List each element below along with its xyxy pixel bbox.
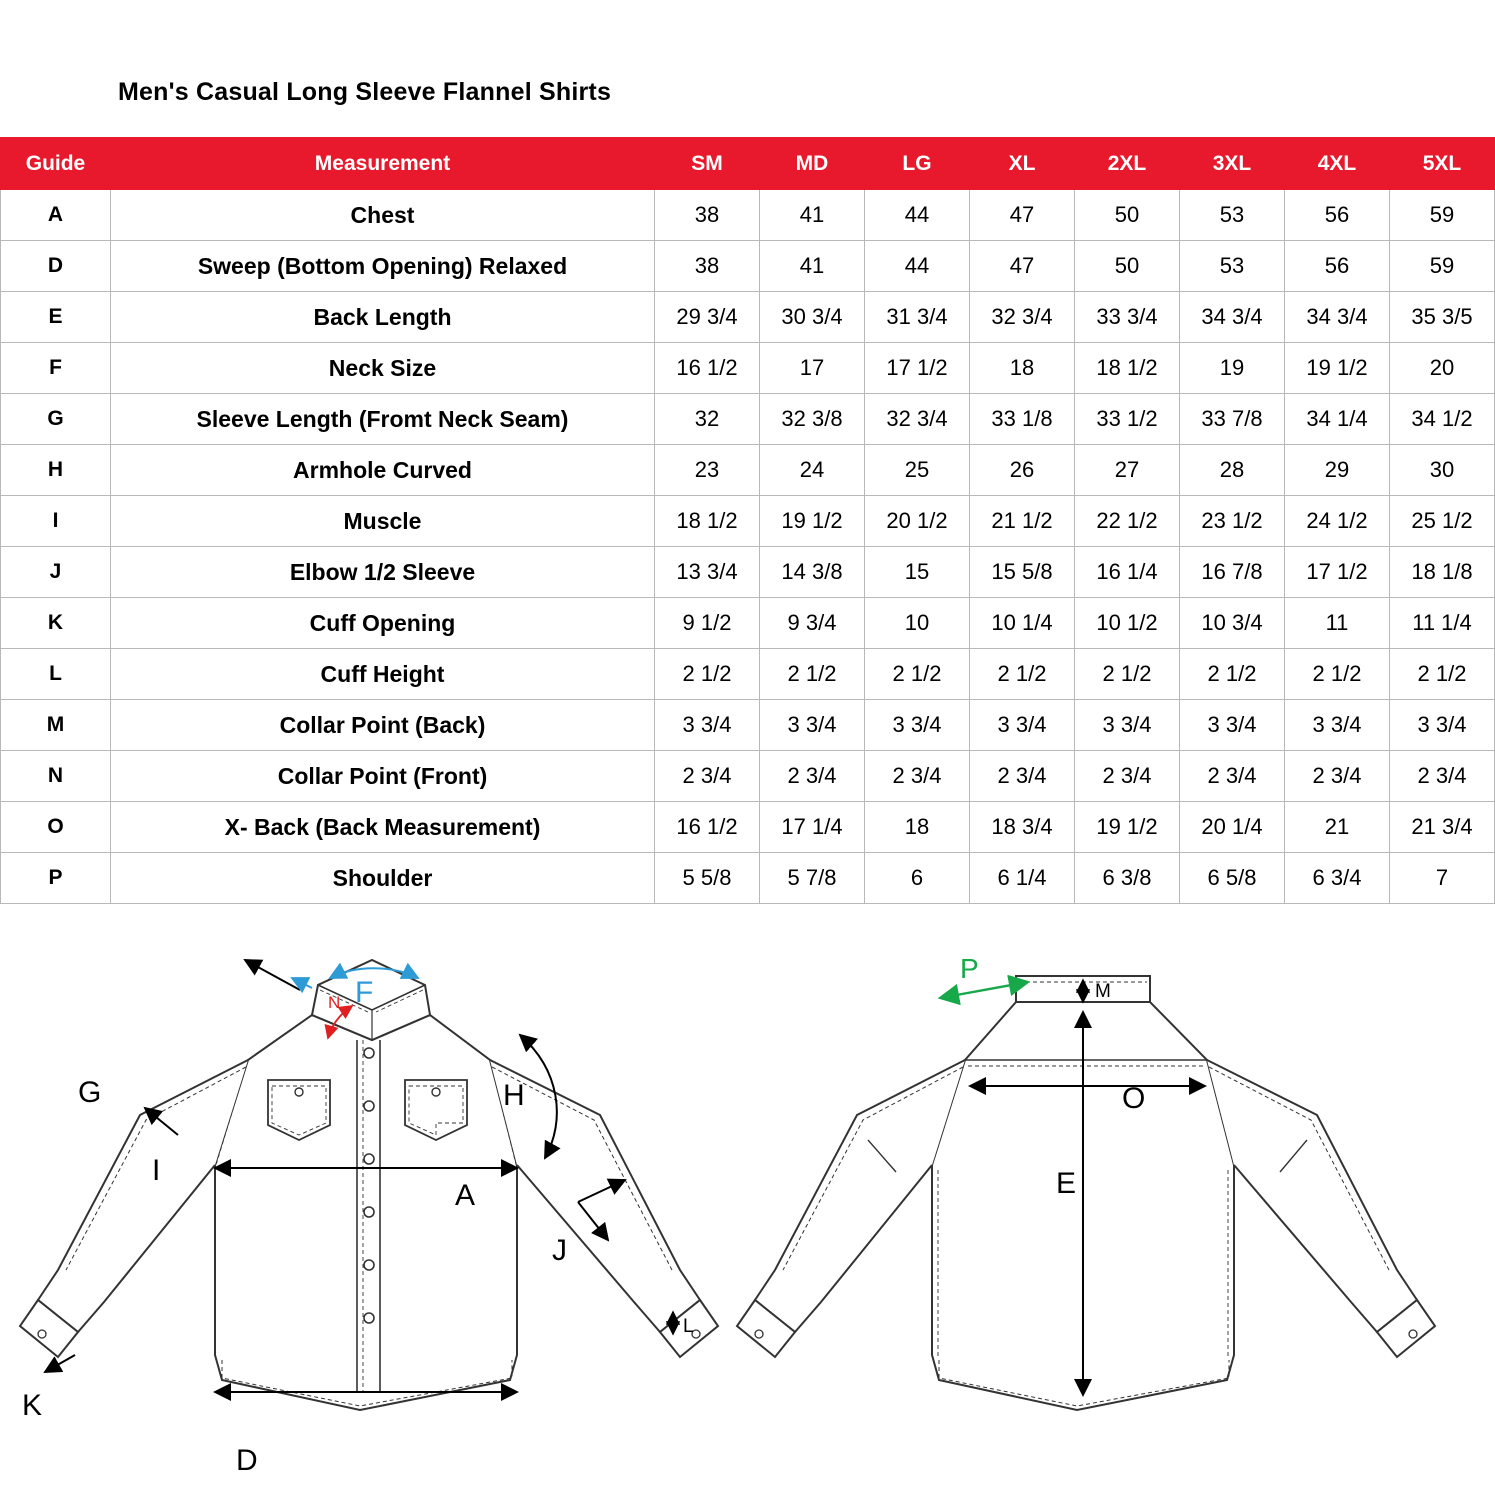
cell-sm: 2 1/2 bbox=[655, 649, 760, 700]
label-H: H bbox=[503, 1079, 525, 1112]
cell-4xl: 19 1/2 bbox=[1285, 343, 1390, 394]
cell-xl: 18 3/4 bbox=[970, 802, 1075, 853]
cell-md: 9 3/4 bbox=[760, 598, 865, 649]
row-guide: N bbox=[1, 751, 111, 802]
cell-sm: 2 3/4 bbox=[655, 751, 760, 802]
row-measurement: Collar Point (Front) bbox=[111, 751, 655, 802]
cell-3xl: 23 1/2 bbox=[1180, 496, 1285, 547]
cell-md: 2 3/4 bbox=[760, 751, 865, 802]
label-J: J bbox=[552, 1234, 567, 1267]
cell-2xl: 33 3/4 bbox=[1075, 292, 1180, 343]
cell-4xl: 56 bbox=[1285, 190, 1390, 241]
column-header-sm: SM bbox=[655, 138, 760, 190]
cell-5xl: 25 1/2 bbox=[1390, 496, 1495, 547]
cell-lg: 6 bbox=[865, 853, 970, 904]
cell-4xl: 6 3/4 bbox=[1285, 853, 1390, 904]
cell-2xl: 3 3/4 bbox=[1075, 700, 1180, 751]
cell-4xl: 17 1/2 bbox=[1285, 547, 1390, 598]
cell-3xl: 2 3/4 bbox=[1180, 751, 1285, 802]
table-row bbox=[1, 700, 1495, 751]
cell-5xl: 2 3/4 bbox=[1390, 751, 1495, 802]
cell-2xl: 18 1/2 bbox=[1075, 343, 1180, 394]
table-header-row bbox=[1, 138, 1495, 190]
cell-md: 2 1/2 bbox=[760, 649, 865, 700]
size-chart-table bbox=[0, 137, 1495, 904]
cell-lg: 44 bbox=[865, 241, 970, 292]
cell-2xl: 50 bbox=[1075, 241, 1180, 292]
column-header-2xl: 2XL bbox=[1075, 138, 1180, 190]
cell-xl: 47 bbox=[970, 190, 1075, 241]
row-guide: F bbox=[1, 343, 111, 394]
row-measurement: Sweep (Bottom Opening) Relaxed bbox=[111, 241, 655, 292]
cell-3xl: 33 7/8 bbox=[1180, 394, 1285, 445]
table-row bbox=[1, 496, 1495, 547]
back-view-shirt bbox=[737, 976, 1435, 1410]
cell-2xl: 16 1/4 bbox=[1075, 547, 1180, 598]
cell-sm: 29 3/4 bbox=[655, 292, 760, 343]
cell-4xl: 11 bbox=[1285, 598, 1390, 649]
cell-xl: 26 bbox=[970, 445, 1075, 496]
label-G: G bbox=[78, 1076, 102, 1109]
cell-sm: 16 1/2 bbox=[655, 802, 760, 853]
cell-xl: 6 1/4 bbox=[970, 853, 1075, 904]
cell-5xl: 21 3/4 bbox=[1390, 802, 1495, 853]
cell-lg: 2 1/2 bbox=[865, 649, 970, 700]
table-row bbox=[1, 190, 1495, 241]
label-P: P bbox=[960, 953, 979, 984]
cell-5xl: 34 1/2 bbox=[1390, 394, 1495, 445]
table-row bbox=[1, 751, 1495, 802]
cell-3xl: 10 3/4 bbox=[1180, 598, 1285, 649]
table-row bbox=[1, 394, 1495, 445]
cell-3xl: 3 3/4 bbox=[1180, 700, 1285, 751]
row-guide: L bbox=[1, 649, 111, 700]
row-guide: A bbox=[1, 190, 111, 241]
cell-3xl: 20 1/4 bbox=[1180, 802, 1285, 853]
cell-md: 14 3/8 bbox=[760, 547, 865, 598]
label-L: L bbox=[683, 1316, 694, 1337]
cell-xl: 47 bbox=[970, 241, 1075, 292]
cell-md: 3 3/4 bbox=[760, 700, 865, 751]
cell-3xl: 53 bbox=[1180, 190, 1285, 241]
cell-3xl: 28 bbox=[1180, 445, 1285, 496]
label-A: A bbox=[455, 1179, 476, 1212]
cell-xl: 15 5/8 bbox=[970, 547, 1075, 598]
cell-lg: 17 1/2 bbox=[865, 343, 970, 394]
cell-lg: 25 bbox=[865, 445, 970, 496]
row-measurement: Sleeve Length (Fromt Neck Seam) bbox=[111, 394, 655, 445]
table-row bbox=[1, 853, 1495, 904]
cell-2xl: 2 1/2 bbox=[1075, 649, 1180, 700]
row-measurement: Collar Point (Back) bbox=[111, 700, 655, 751]
table-row bbox=[1, 292, 1495, 343]
cell-lg: 15 bbox=[865, 547, 970, 598]
cell-5xl: 2 1/2 bbox=[1390, 649, 1495, 700]
cell-md: 30 3/4 bbox=[760, 292, 865, 343]
cell-lg: 10 bbox=[865, 598, 970, 649]
label-I: I bbox=[152, 1154, 161, 1187]
row-measurement: Shoulder bbox=[111, 853, 655, 904]
cell-2xl: 50 bbox=[1075, 190, 1180, 241]
column-header-5xl: 5XL bbox=[1390, 138, 1495, 190]
cell-2xl: 33 1/2 bbox=[1075, 394, 1180, 445]
cell-sm: 5 5/8 bbox=[655, 853, 760, 904]
cell-4xl: 34 3/4 bbox=[1285, 292, 1390, 343]
cell-lg: 44 bbox=[865, 190, 970, 241]
row-measurement: Armhole Curved bbox=[111, 445, 655, 496]
cell-md: 19 1/2 bbox=[760, 496, 865, 547]
cell-3xl: 6 5/8 bbox=[1180, 853, 1285, 904]
cell-sm: 16 1/2 bbox=[655, 343, 760, 394]
row-guide: P bbox=[1, 853, 111, 904]
row-measurement: Cuff Opening bbox=[111, 598, 655, 649]
arrow-shoulder bbox=[940, 982, 1028, 998]
cell-5xl: 18 1/8 bbox=[1390, 547, 1495, 598]
cell-md: 17 1/4 bbox=[760, 802, 865, 853]
cell-xl: 21 1/2 bbox=[970, 496, 1075, 547]
row-guide: H bbox=[1, 445, 111, 496]
label-D: D bbox=[236, 1444, 258, 1477]
column-header-guide: Guide bbox=[1, 138, 111, 190]
cell-sm: 38 bbox=[655, 241, 760, 292]
row-guide: M bbox=[1, 700, 111, 751]
page-title: Men's Casual Long Sleeve Flannel Shirts bbox=[118, 78, 612, 106]
cell-xl: 2 1/2 bbox=[970, 649, 1075, 700]
cell-md: 41 bbox=[760, 190, 865, 241]
cell-sm: 13 3/4 bbox=[655, 547, 760, 598]
column-header-measurement: Measurement bbox=[111, 138, 655, 190]
cell-3xl: 53 bbox=[1180, 241, 1285, 292]
arrow-shoulder-point bbox=[245, 960, 300, 990]
table-row bbox=[1, 241, 1495, 292]
label-M: M bbox=[1095, 981, 1111, 1002]
cell-lg: 31 3/4 bbox=[865, 292, 970, 343]
table-row bbox=[1, 598, 1495, 649]
label-E: E bbox=[1056, 1167, 1077, 1200]
row-guide: D bbox=[1, 241, 111, 292]
label-K: K bbox=[22, 1389, 43, 1422]
cell-lg: 3 3/4 bbox=[865, 700, 970, 751]
cell-xl: 18 bbox=[970, 343, 1075, 394]
shirt-diagram-svg bbox=[0, 940, 1495, 1495]
cell-sm: 32 bbox=[655, 394, 760, 445]
cell-2xl: 2 3/4 bbox=[1075, 751, 1180, 802]
row-measurement: Cuff Height bbox=[111, 649, 655, 700]
row-measurement: Muscle bbox=[111, 496, 655, 547]
cell-4xl: 56 bbox=[1285, 241, 1390, 292]
cell-lg: 2 3/4 bbox=[865, 751, 970, 802]
label-N: N bbox=[328, 993, 341, 1012]
cell-sm: 23 bbox=[655, 445, 760, 496]
cell-4xl: 29 bbox=[1285, 445, 1390, 496]
cell-5xl: 20 bbox=[1390, 343, 1495, 394]
column-header-xl: XL bbox=[970, 138, 1075, 190]
row-guide: I bbox=[1, 496, 111, 547]
cell-2xl: 19 1/2 bbox=[1075, 802, 1180, 853]
cell-md: 24 bbox=[760, 445, 865, 496]
row-guide: O bbox=[1, 802, 111, 853]
cell-4xl: 3 3/4 bbox=[1285, 700, 1390, 751]
cell-4xl: 34 1/4 bbox=[1285, 394, 1390, 445]
cell-5xl: 7 bbox=[1390, 853, 1495, 904]
column-header-md: MD bbox=[760, 138, 865, 190]
cell-xl: 3 3/4 bbox=[970, 700, 1075, 751]
row-measurement: Elbow 1/2 Sleeve bbox=[111, 547, 655, 598]
table-row bbox=[1, 547, 1495, 598]
cell-lg: 18 bbox=[865, 802, 970, 853]
cell-md: 41 bbox=[760, 241, 865, 292]
cell-3xl: 16 7/8 bbox=[1180, 547, 1285, 598]
cell-5xl: 59 bbox=[1390, 241, 1495, 292]
row-measurement: Back Length bbox=[111, 292, 655, 343]
cell-sm: 18 1/2 bbox=[655, 496, 760, 547]
column-header-3xl: 3XL bbox=[1180, 138, 1285, 190]
table-row bbox=[1, 445, 1495, 496]
cell-xl: 2 3/4 bbox=[970, 751, 1075, 802]
column-header-lg: LG bbox=[865, 138, 970, 190]
cell-4xl: 21 bbox=[1285, 802, 1390, 853]
row-guide: G bbox=[1, 394, 111, 445]
label-F: F bbox=[355, 976, 374, 1009]
cell-3xl: 34 3/4 bbox=[1180, 292, 1285, 343]
cell-lg: 20 1/2 bbox=[865, 496, 970, 547]
cell-2xl: 22 1/2 bbox=[1075, 496, 1180, 547]
cell-md: 17 bbox=[760, 343, 865, 394]
row-guide: K bbox=[1, 598, 111, 649]
cell-sm: 9 1/2 bbox=[655, 598, 760, 649]
cell-sm: 38 bbox=[655, 190, 760, 241]
measurement-diagrams bbox=[0, 940, 1495, 1495]
cell-5xl: 30 bbox=[1390, 445, 1495, 496]
cell-sm: 3 3/4 bbox=[655, 700, 760, 751]
column-header-4xl: 4XL bbox=[1285, 138, 1390, 190]
cell-xl: 10 1/4 bbox=[970, 598, 1075, 649]
cell-2xl: 27 bbox=[1075, 445, 1180, 496]
row-measurement: Chest bbox=[111, 190, 655, 241]
cell-5xl: 59 bbox=[1390, 190, 1495, 241]
cell-2xl: 10 1/2 bbox=[1075, 598, 1180, 649]
cell-4xl: 24 1/2 bbox=[1285, 496, 1390, 547]
cell-4xl: 2 3/4 bbox=[1285, 751, 1390, 802]
cell-3xl: 2 1/2 bbox=[1180, 649, 1285, 700]
row-measurement: X- Back (Back Measurement) bbox=[111, 802, 655, 853]
cell-4xl: 2 1/2 bbox=[1285, 649, 1390, 700]
label-O: O bbox=[1122, 1082, 1146, 1115]
cell-5xl: 35 3/5 bbox=[1390, 292, 1495, 343]
arrow-cuff-opening bbox=[45, 1355, 75, 1372]
cell-xl: 33 1/8 bbox=[970, 394, 1075, 445]
cell-xl: 32 3/4 bbox=[970, 292, 1075, 343]
cell-2xl: 6 3/8 bbox=[1075, 853, 1180, 904]
cell-md: 5 7/8 bbox=[760, 853, 865, 904]
row-measurement: Neck Size bbox=[111, 343, 655, 394]
table-row bbox=[1, 343, 1495, 394]
cell-5xl: 3 3/4 bbox=[1390, 700, 1495, 751]
row-guide: J bbox=[1, 547, 111, 598]
cell-3xl: 19 bbox=[1180, 343, 1285, 394]
cell-lg: 32 3/4 bbox=[865, 394, 970, 445]
table-row bbox=[1, 802, 1495, 853]
table-row bbox=[1, 649, 1495, 700]
row-guide: E bbox=[1, 292, 111, 343]
cell-5xl: 11 1/4 bbox=[1390, 598, 1495, 649]
back-measure-arrows-colored bbox=[940, 982, 1028, 998]
cell-md: 32 3/8 bbox=[760, 394, 865, 445]
